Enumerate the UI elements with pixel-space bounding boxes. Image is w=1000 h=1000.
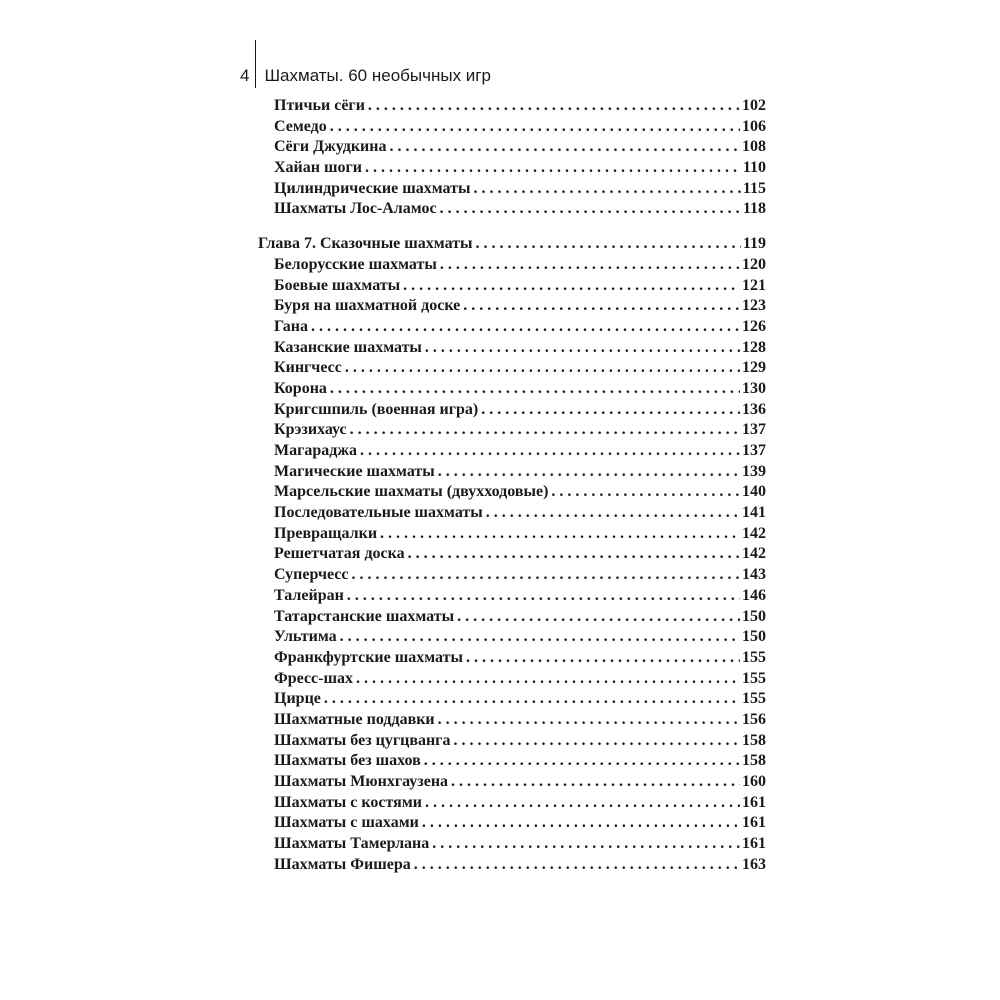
toc-entry-page: 140	[742, 483, 766, 501]
toc-entry-title: Гана	[274, 317, 308, 335]
toc-dot-leader	[425, 794, 740, 812]
toc-entry[interactable]	[258, 380, 766, 401]
toc-entry[interactable]	[258, 649, 766, 670]
toc-entry-title: Татарстанские шахматы	[274, 607, 455, 625]
toc-entry[interactable]	[258, 545, 766, 566]
toc-entry-page: 150	[742, 607, 766, 625]
toc-entry[interactable]	[258, 483, 766, 504]
toc-entry-page: 137	[742, 421, 766, 439]
toc-chapter-group	[258, 235, 766, 876]
toc-entry-page: 120	[742, 255, 766, 273]
toc-entry-title: Птичьи сёги	[274, 97, 365, 114]
toc-dot-leader	[425, 339, 740, 357]
toc-chapter-heading[interactable]	[258, 235, 766, 256]
toc-entry[interactable]	[258, 463, 766, 484]
toc-dot-leader	[403, 277, 740, 295]
toc-entry-page: 108	[742, 138, 766, 156]
toc-entry-title: Цирце	[274, 690, 321, 708]
toc-entry-page: 126	[742, 317, 766, 335]
toc-entry-page: 143	[742, 566, 766, 584]
toc-dot-leader	[330, 118, 740, 136]
toc-entry-title: Шахматы Тамерлана	[274, 835, 430, 853]
toc-entry-title: Крэзихаус	[274, 421, 347, 439]
toc-entry[interactable]	[258, 628, 766, 649]
toc-entry[interactable]	[258, 690, 766, 711]
toc-entry-page: 136	[742, 400, 766, 418]
toc-dot-leader	[440, 200, 741, 218]
toc-entry-page: 161	[742, 793, 766, 811]
toc-entry-page: 123	[742, 297, 766, 315]
toc-entry-title: Буря на шахматной доске	[274, 297, 461, 315]
toc-entry-title: Шахматы без цугцванга	[274, 731, 451, 749]
toc-entry[interactable]	[258, 566, 766, 587]
toc-entry-title: Шахматы Фишера	[274, 855, 411, 873]
toc-dot-leader	[481, 401, 740, 419]
toc-entry-title: Марсельские шахматы (двухходовые)	[274, 483, 549, 501]
toc-dot-leader	[311, 318, 740, 336]
toc-entry-page: 163	[742, 855, 766, 873]
toc-dot-leader	[347, 587, 740, 605]
toc-entry-title: Шахматы с шахами	[274, 814, 419, 832]
toc-entry-title: Корона	[274, 379, 327, 397]
toc-entry[interactable]	[258, 752, 766, 773]
toc-entry-page: 161	[742, 835, 766, 853]
toc-entry[interactable]	[258, 442, 766, 463]
toc-entry[interactable]	[258, 401, 766, 422]
toc-entry-page: 106	[742, 117, 766, 135]
table-of-contents	[258, 97, 766, 876]
toc-entry-page: 110	[742, 159, 766, 177]
toc-entry-page: 128	[742, 338, 766, 356]
toc-dot-leader	[486, 504, 740, 522]
toc-entry[interactable]	[258, 297, 766, 318]
toc-dot-leader	[432, 835, 740, 853]
toc-dot-leader	[457, 608, 740, 626]
toc-entry-page: 156	[742, 710, 766, 728]
toc-entry-page: 158	[742, 731, 766, 749]
toc-dot-leader	[368, 97, 740, 115]
toc-entry-page: 161	[742, 814, 766, 832]
toc-entry-page: 139	[742, 462, 766, 480]
toc-dot-leader	[463, 297, 740, 315]
toc-dot-leader	[390, 138, 741, 156]
toc-entry-title: Боевые шахматы	[274, 276, 401, 294]
toc-entry[interactable]	[258, 97, 766, 118]
toc-intro-group	[258, 97, 766, 221]
toc-entry[interactable]	[258, 359, 766, 380]
toc-entry[interactable]	[258, 856, 766, 877]
toc-dot-leader	[352, 566, 741, 584]
toc-entry-title: Белорусские шахматы	[274, 255, 437, 273]
toc-entry-title: Шахматные поддавки	[274, 710, 435, 728]
toc-dot-leader	[408, 545, 740, 563]
toc-entry-page: 102	[742, 97, 766, 114]
toc-entry-title: Шахматы без шахов	[274, 752, 421, 770]
toc-dot-leader	[360, 442, 740, 460]
toc-entry[interactable]	[258, 180, 766, 201]
toc-dot-leader	[345, 359, 740, 377]
toc-entry-page: 115	[742, 179, 766, 197]
toc-dot-leader	[451, 773, 740, 791]
toc-entry-page: 146	[742, 586, 766, 604]
running-header	[240, 40, 491, 88]
page-number: 4	[240, 66, 250, 85]
toc-entry[interactable]	[258, 608, 766, 629]
toc-dot-leader	[424, 752, 740, 770]
toc-entry[interactable]	[258, 277, 766, 298]
toc-entry-page: 118	[742, 200, 766, 218]
toc-dot-leader	[350, 421, 740, 439]
toc-dot-leader	[551, 483, 740, 501]
toc-entry-title: Казанские шахматы	[274, 338, 422, 356]
toc-entry[interactable]	[258, 525, 766, 546]
toc-entry-page: 141	[742, 504, 766, 522]
toc-entry[interactable]	[258, 794, 766, 815]
toc-entry[interactable]	[258, 421, 766, 442]
toc-dot-leader	[365, 159, 741, 177]
toc-entry[interactable]	[258, 256, 766, 277]
toc-entry-page: 158	[742, 752, 766, 770]
toc-entry[interactable]	[258, 711, 766, 732]
toc-entry-page: 137	[742, 442, 766, 459]
toc-entry-page: 130	[742, 379, 766, 397]
toc-entry-title: Фресс-шах	[274, 669, 353, 687]
toc-entry[interactable]	[258, 504, 766, 525]
toc-entry-page: 150	[742, 628, 766, 646]
toc-dot-leader	[453, 732, 740, 750]
toc-entry-title: Последовательные шахматы	[274, 504, 483, 522]
toc-chapter-title: Глава 7. Сказочные шахматы	[258, 235, 473, 253]
toc-entry[interactable]	[258, 138, 766, 159]
toc-entry[interactable]	[258, 159, 766, 180]
toc-dot-leader	[356, 670, 740, 688]
toc-entry-title: Талейран	[274, 586, 344, 604]
toc-dot-leader	[422, 814, 740, 832]
toc-dot-leader	[380, 525, 740, 543]
toc-entry-title: Решетчатая доска	[274, 545, 405, 563]
toc-entry-title: Ультима	[274, 628, 337, 646]
toc-dot-leader	[438, 711, 740, 729]
toc-entry-page: 155	[742, 648, 766, 666]
toc-entry[interactable]	[258, 200, 766, 221]
toc-entry-title: Кингчесс	[274, 359, 342, 377]
toc-dot-leader	[466, 649, 740, 667]
toc-entry-title: Кригсшпиль (военная игра)	[274, 400, 479, 418]
toc-entry-title: Магараджа	[274, 442, 357, 459]
toc-entry[interactable]	[258, 587, 766, 608]
toc-entry[interactable]	[258, 835, 766, 856]
toc-dot-leader	[330, 380, 740, 398]
toc-chapter-page: 119	[742, 235, 766, 253]
toc-entry[interactable]	[258, 670, 766, 691]
toc-dot-leader	[476, 235, 741, 253]
toc-dot-leader	[438, 463, 740, 481]
toc-entry-page: 121	[742, 276, 766, 294]
toc-dot-leader	[440, 256, 740, 274]
toc-entry-title: Суперчесс	[274, 566, 349, 584]
toc-dot-leader	[324, 690, 740, 708]
toc-entry[interactable]	[258, 318, 766, 339]
toc-entry-title: Хайан шоги	[274, 159, 362, 177]
toc-entry[interactable]	[258, 773, 766, 794]
toc-entry-title: Цилиндрические шахматы	[274, 179, 471, 197]
toc-entry-page: 142	[742, 524, 766, 542]
toc-entry-title: Шахматы Мюнхгаузена	[274, 773, 449, 790]
toc-entry-title: Шахматы с костями	[274, 793, 422, 811]
toc-entry-title: Шахматы Лос-Аламос	[274, 200, 437, 218]
toc-entry-title: Сёги Джудкина	[274, 138, 387, 156]
toc-dot-leader	[473, 180, 740, 198]
toc-entry[interactable]	[258, 118, 766, 139]
toc-entry[interactable]	[258, 732, 766, 753]
toc-entry[interactable]	[258, 339, 766, 360]
toc-entry-page: 142	[742, 545, 766, 563]
toc-dot-leader	[414, 856, 740, 874]
toc-entry-page: 155	[742, 669, 766, 687]
toc-entry-page: 160	[742, 773, 766, 790]
toc-entry-title: Превращалки	[274, 524, 378, 542]
toc-entry-page: 155	[742, 690, 766, 708]
toc-entry-title: Магические шахматы	[274, 462, 435, 480]
book-title: Шахматы. 60 необычных игр	[264, 66, 491, 85]
toc-entry[interactable]	[258, 814, 766, 835]
toc-entry-title: Семедо	[274, 117, 327, 135]
toc-entry-title: Франкфуртские шахматы	[274, 648, 463, 666]
toc-dot-leader	[340, 628, 740, 646]
toc-entry-page: 129	[742, 359, 766, 377]
